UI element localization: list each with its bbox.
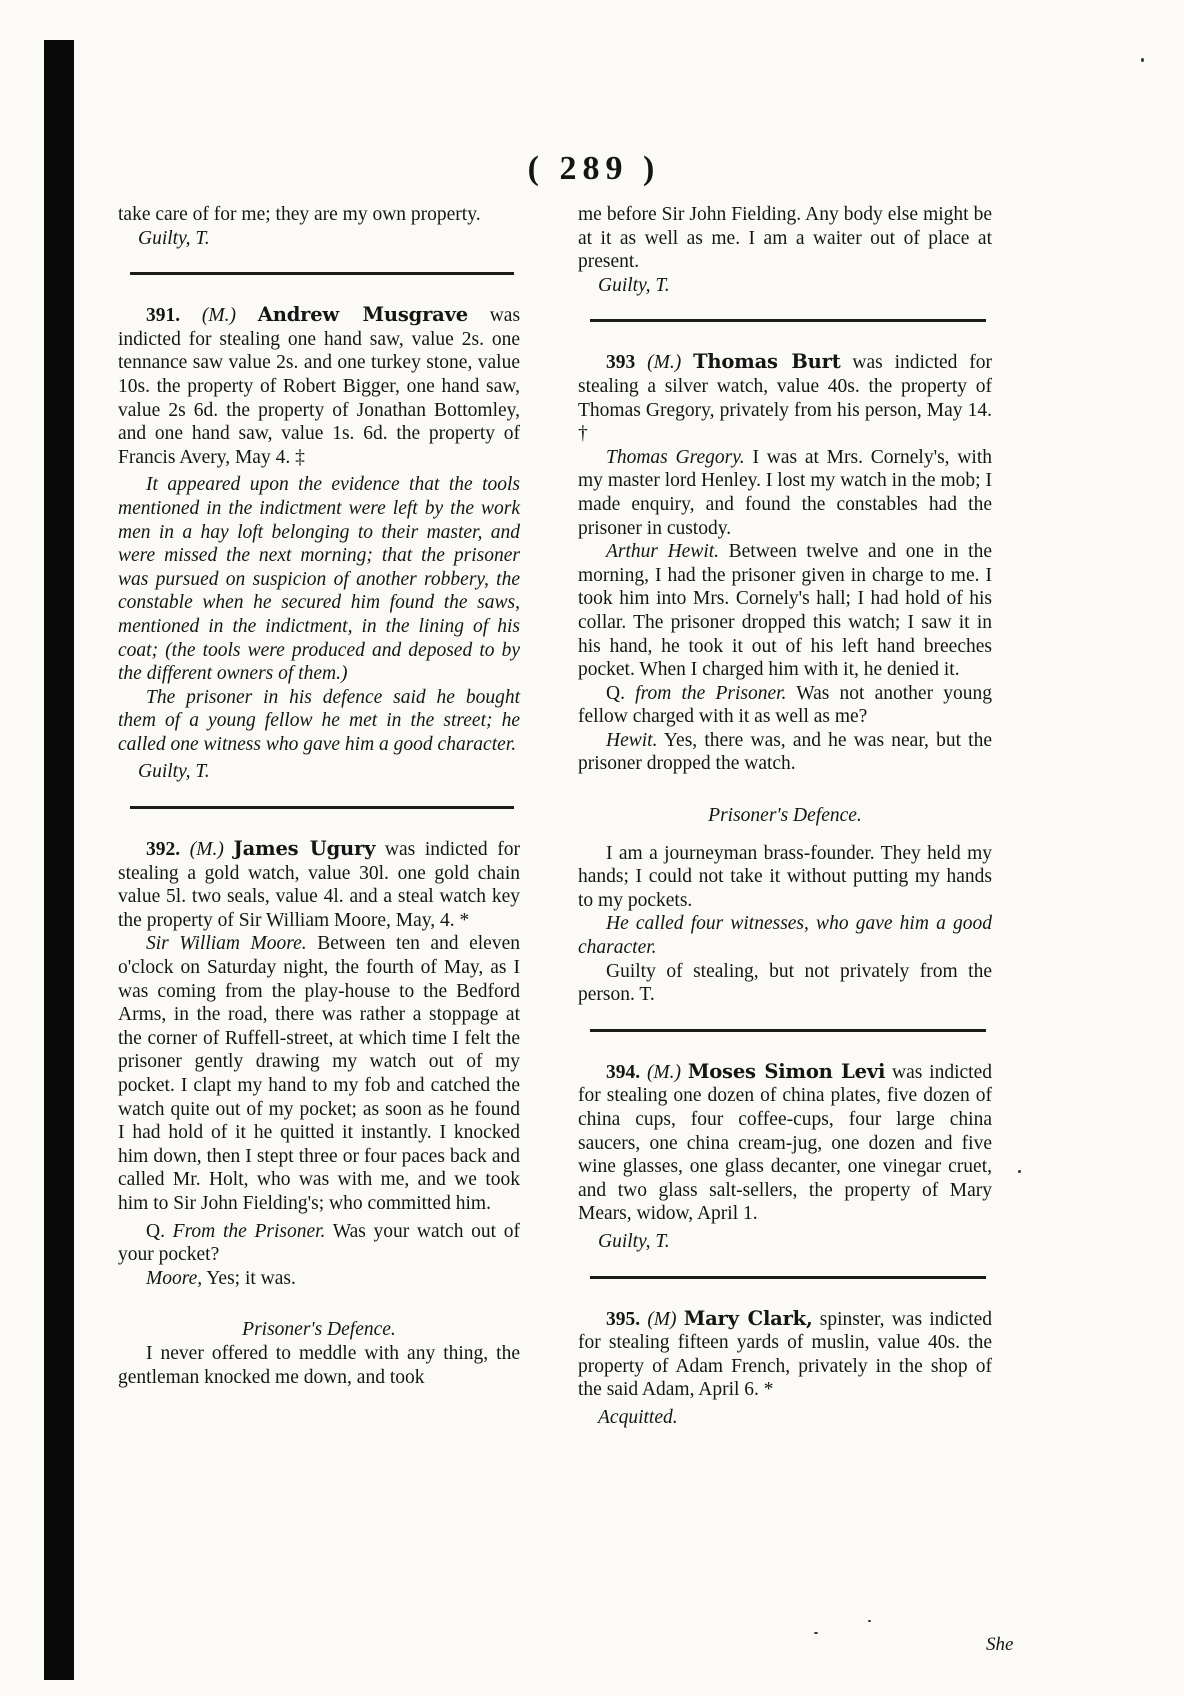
case-number: 393 [606,352,636,374]
witness-name: Thomas Gregory. [606,446,745,468]
charge-text: was indicted for stealing a gold watch, value 30l. one gold chain value 5l. two seals, value 4l. and a steal watch key the property of Sir William Moore, May, 4. * [118,839,521,931]
witness-name: Sir William Moore. [146,933,307,955]
case-number: 391. [146,305,181,327]
question-text: Was not another young fellow charged with it as well as me? [578,682,993,728]
case-number: 395. [606,1308,641,1330]
defendant-name: Andrew Musgrave [257,303,468,327]
answer-name: Hewit. [606,729,658,751]
court-mark: (M) [647,1308,677,1330]
defence-summary: The prisoner in his defence said he bought them of a young fellow he met in the street; he called one witness who gave him a good character. [118,686,520,755]
court-mark: (M.) [201,305,237,327]
binding-shadow [44,40,74,1680]
testimony-text: Between ten and eleven o'clock on Saturday night, the fourth of May, as I was coming from the play-house to the Bedford Arms, in the road, there was rather a stoppage at the corner of Ruffell-street, at which time I felt the prisoner gently drawing my watch out of my pocket. I clapt my hand to my fob and catched the watch quite out of my pocket; as soon as he found I had hold of it he quitted it instantly. I knocked him down, then I stept three or four paces back and called Mr. Holt, who was with me, and we took him to Sir John Fielding's; who committed him. [118,933,520,1214]
verdict-text: Guilty of stealing, but not privately from the person. T. [578,960,992,1006]
scan-speck [1018,1170,1021,1173]
answer [118,1267,520,1291]
verdict: Guilty, T. [598,1230,670,1252]
section-rule [130,272,514,275]
verdict: Guilty, T. [138,761,210,783]
section-rule [130,806,514,809]
question-text: Was your watch out of your pocket? [118,1220,520,1266]
evidence-summary: It appeared upon the evidence that the tools mentioned in the indictment were left by the work men in a hay loft belonging to their master, and were missed the next morning; that the prisoner was pursued on suspicion of another robbery, the constable when he secured him found the saws, mentioned in the indictment, in the lining of his coat; (the tools were produced and deposed to by the different owners of them.) [118,474,520,685]
question-label: Q. [146,1220,165,1242]
defendant-name: James Ugury [233,837,376,861]
defence-heading: Prisoner's Defence. [708,805,862,827]
case-391-entry [118,303,520,469]
left-column [118,203,520,1389]
charge-text: was indicted for stealing one dozen of china plates, five dozen of china cups, four coffee-cups, four large china saucers, one china cream-jug, one dozen and five wine glasses, one glass decanter, one vinegar cruet, and two glass salt-sellers, the property of Mary Mears, widow, April 1. [578,1061,992,1225]
cross-question [118,1220,520,1267]
case-393-entry [578,350,992,445]
question-label: Q. [606,682,625,704]
court-mark: (M.) [646,1061,682,1083]
charge-text: was indicted for stealing one hand saw, value 2s. one tennance saw value 2s. and one turkey stone, value 10s. the property of Robert Bigger, one hand saw, value 2s 6d. the property of Jonathan Bottomley, and one hand saw, value 1s. 6d. the property of Francis Avery, May 4. ‡ [118,305,521,468]
answer [578,729,992,776]
court-mark: (M.) [189,839,224,861]
scan-speck [868,1620,871,1622]
answer-name: Moore, [146,1267,203,1289]
question-source: From the Prisoner. [172,1220,326,1242]
testimony-text: Between twelve and one in the morning, I had the prisoner given in charge to me. I took him into Mrs. Cornely's hall; I had hold of his collar. The prisoner dropped this watch; I saw it in his hand, he took it out of his left hand breeches pocket. When I charged him with it, he denied it. [578,541,993,681]
charge-text: was indicted for stealing a silver watch, value 40s. the property of Thomas Gregory, privately from his person, May 14. † [578,352,992,445]
case-394-entry [578,1060,992,1226]
section-rule [590,319,986,322]
catchword: She [986,1634,1014,1655]
defence-text: I never offered to meddle with any thing, the gentleman knocked me down, and took [118,1342,520,1388]
cross-question [578,682,992,729]
witness-testimony [118,932,520,1215]
witness-note: He called four witnesses, who gave him a good character. [578,913,992,959]
case-number: 392. [146,839,181,861]
question-source: from the Prisoner. [635,682,787,704]
defence-heading: Prisoner's Defence. [242,1319,396,1341]
section-rule [590,1029,986,1032]
answer-text: Yes, there was, and he was near, but the prisoner dropped the watch. [578,729,992,775]
continuation-text: take care of for me; they are my own property. [118,204,481,225]
verdict: Guilty, T. [138,227,210,249]
witness-name: Arthur Hewit. [606,541,720,563]
defendant-name: Thomas Burt [693,350,841,374]
case-395-entry [578,1307,992,1402]
scan-speck [1141,58,1144,62]
verdict: Guilty, T. [598,274,670,296]
case-392-entry [118,837,520,932]
scan-speck [814,1632,818,1634]
charge-text: spinster, was indicted for stealing fifteen yards of muslin, value 40s. the property of Adam French, privately in the shop of the said Adam, April 6. * [578,1308,993,1401]
witness-testimony [578,446,992,540]
page-number: ( 289 ) [527,150,661,187]
witness-testimony [578,540,992,682]
answer-text: Yes; it was. [206,1267,296,1289]
defendant-name: Moses Simon Levi [687,1059,886,1083]
defendant-name: Mary Clark, [683,1306,813,1330]
case-number: 394. [606,1061,641,1083]
testimony-text: I was at Mrs. Cornely's, with my master lord Henley. I lost my watch in the mob; I made enquiry, and found the constables had the prisoner in custody. [578,446,992,539]
verdict: Acquitted. [598,1406,678,1428]
section-rule [590,1276,986,1279]
right-column [578,203,992,1430]
continuation-text: me before Sir John Fielding. Any body else might be at it as well as me. I am a waiter out of place at present. [578,204,992,273]
court-mark: (M.) [647,352,682,374]
defence-text: I am a journeyman brass-founder. They held my hands; I could not take it without putting my hands to my pockets. [578,842,992,911]
